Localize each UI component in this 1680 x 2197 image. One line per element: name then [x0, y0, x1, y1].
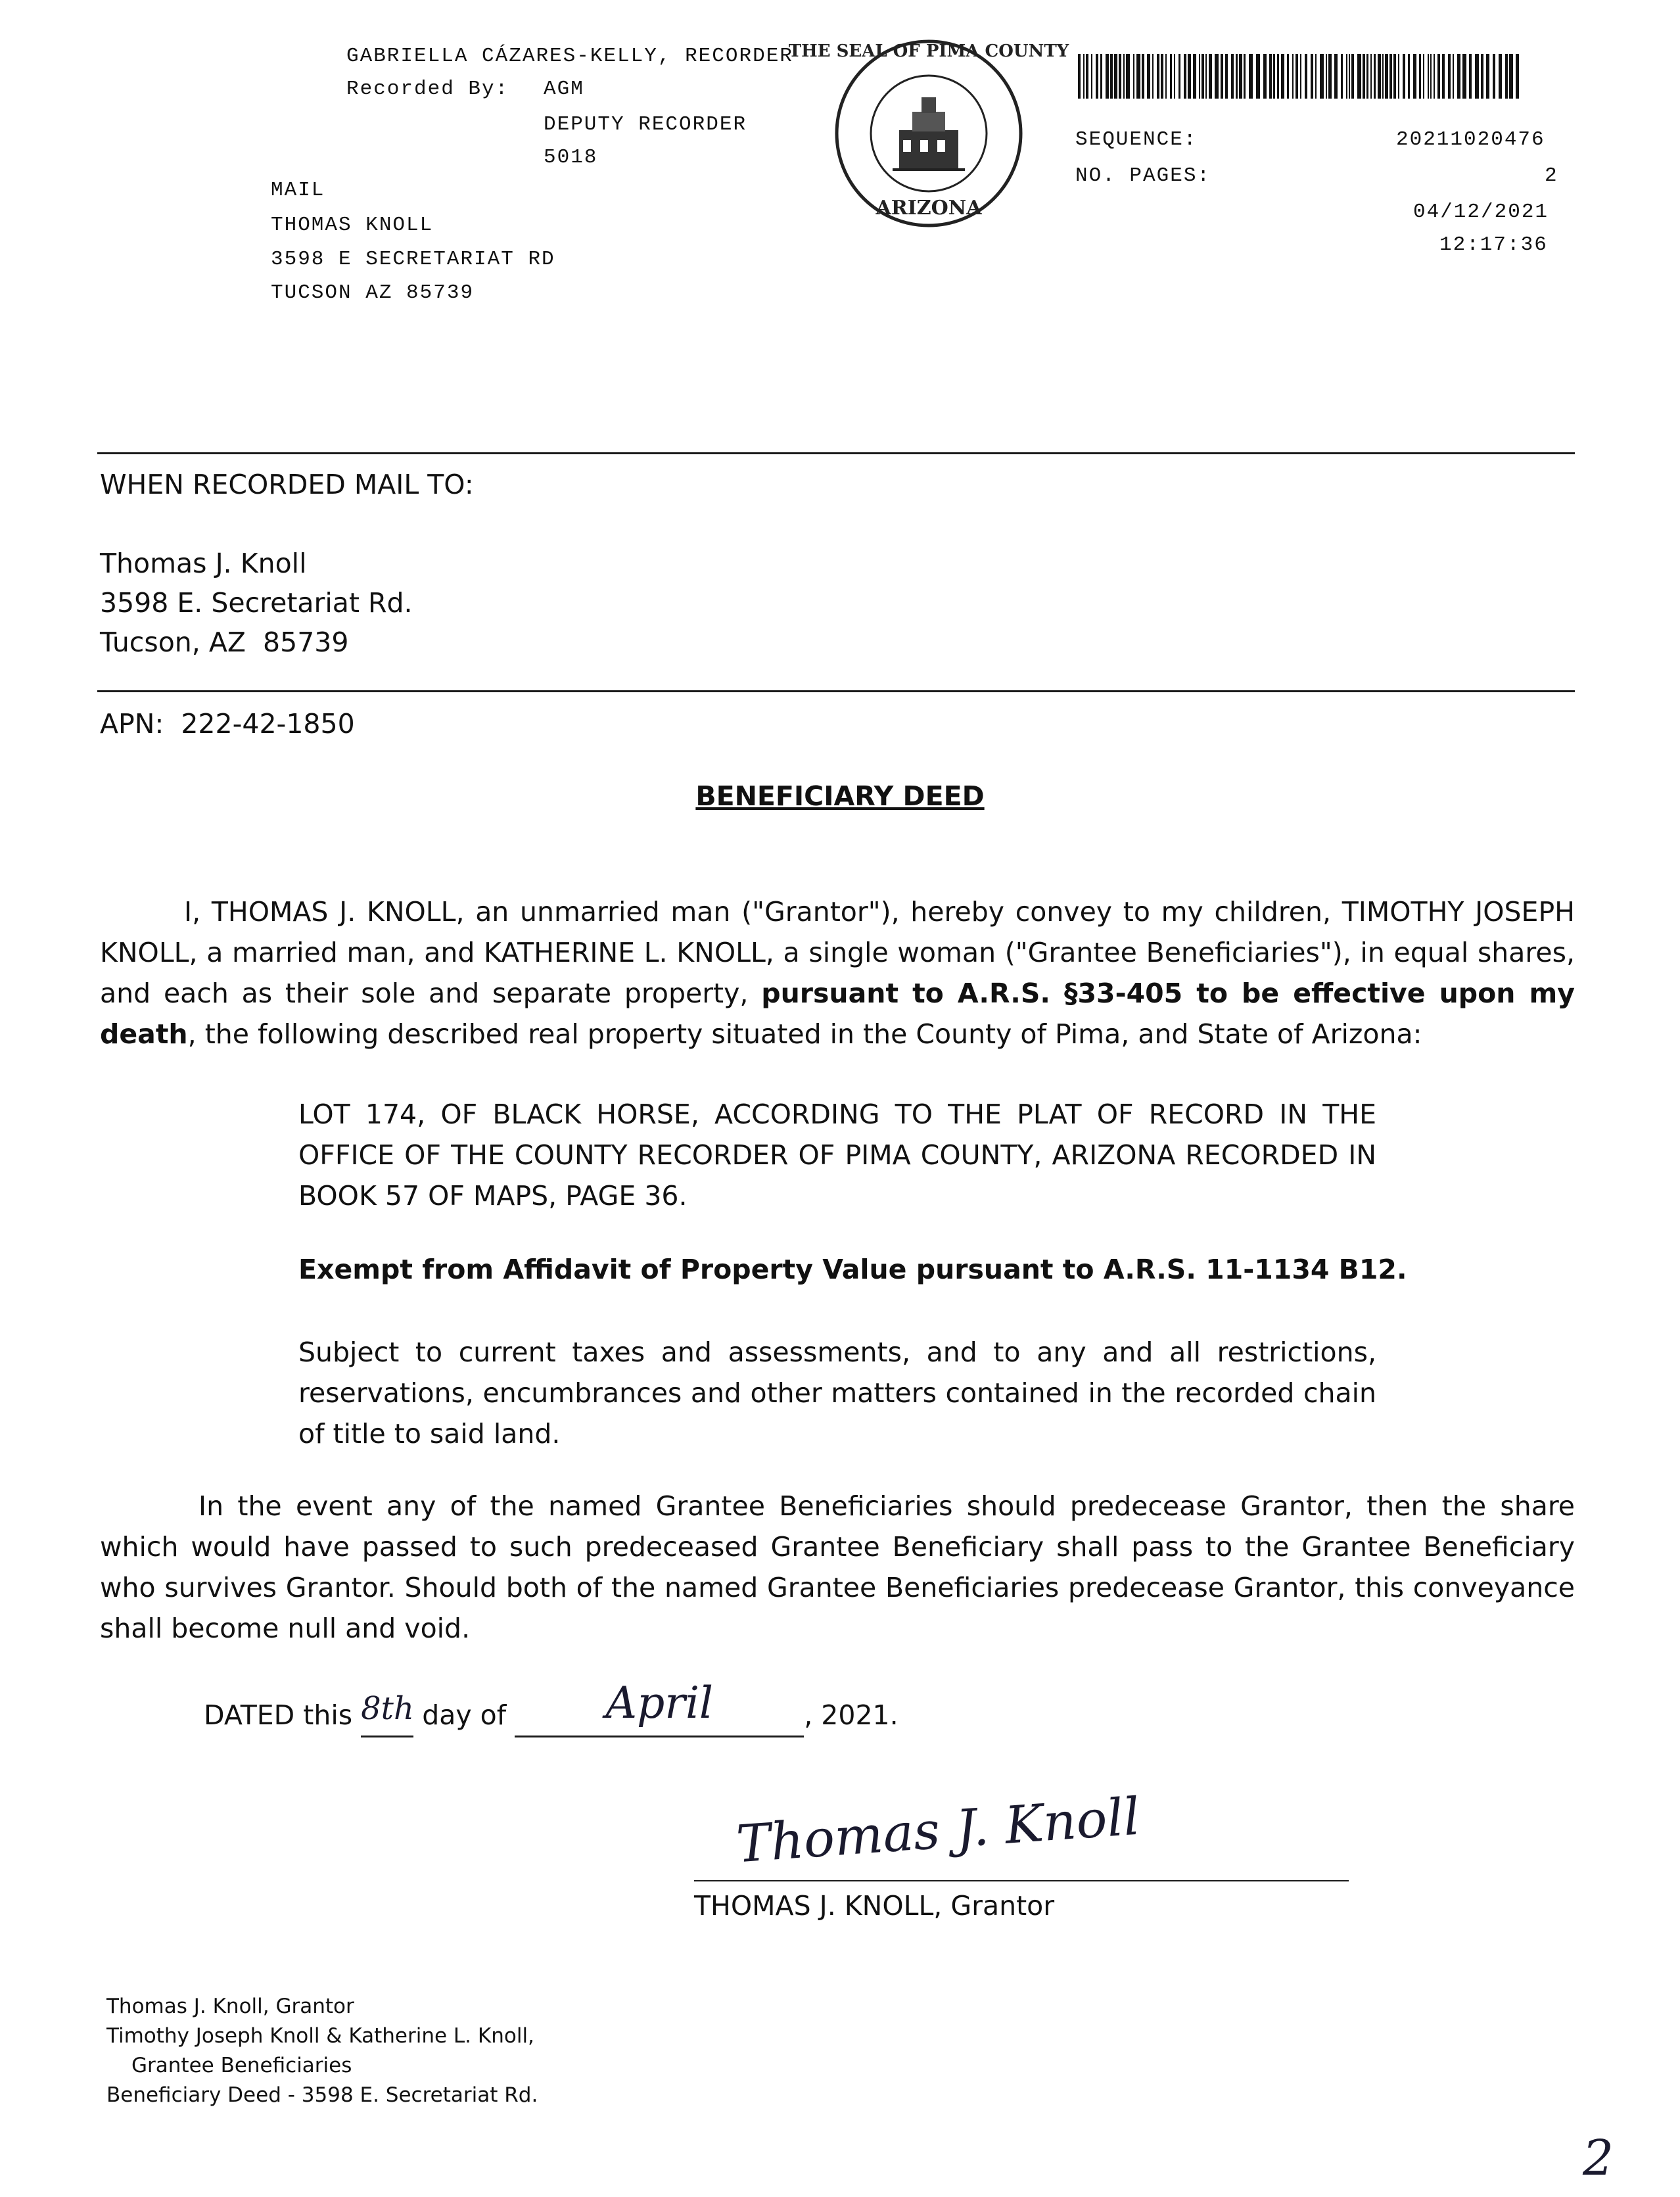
- barcode-bar: [1165, 54, 1167, 99]
- barcode-bar: [1428, 54, 1429, 99]
- page-mark: 2: [1583, 2130, 1614, 2186]
- mail-city: TUCSON AZ 85739: [271, 281, 475, 304]
- apn: APN: 222-42-1850: [100, 708, 355, 740]
- recorded-by-label: Recorded By:: [346, 78, 509, 101]
- barcode-bar: [1351, 54, 1354, 99]
- barcode-bar: [1305, 54, 1307, 99]
- conveyance-paragraph: [100, 891, 1575, 1054]
- barcode-bar: [1295, 54, 1298, 99]
- barcode-bar: [1199, 54, 1200, 99]
- barcode-bar: [1413, 54, 1416, 99]
- legal-description: LOT 174, OF BLACK HORSE, ACCORDING TO THE PLAT OF RECORD IN THE OFFICE OF THE COUNTY RECORDER OF PIMA COUNTY, ARIZONA RECORDED IN BOOK 57 OF MAPS, PAGE 36.: [298, 1098, 1376, 1212]
- mail-name: THOMAS KNOLL: [271, 214, 434, 237]
- barcode-bar: [1215, 54, 1219, 99]
- barcode-bar: [1225, 54, 1228, 99]
- barcode-bar: [1486, 54, 1489, 99]
- footer-line-4: Beneficiary Deed - 3598 E. Secretariat Rd.: [106, 2083, 538, 2107]
- barcode-bar: [1326, 54, 1327, 99]
- dated-line: [204, 1678, 898, 1737]
- predecease-paragraph: In the event any of the named Grantee Beneficiaries should predecease Grantor, then the share which would have passed to such predeceased Grantee Beneficiary shall pass to the Grantee Beneficiary who survives Grantor. Should both of the named Grantee Beneficiaries predecease Grantor, this conveyance shall become null and void.: [100, 1490, 1575, 1644]
- barcode-bar: [1249, 54, 1253, 99]
- barcode-bar: [1136, 54, 1140, 99]
- barcode-bar: [1341, 54, 1343, 99]
- barcode-bar: [1123, 54, 1125, 99]
- barcode-bar: [1161, 54, 1163, 99]
- sequence-label: SEQUENCE:: [1075, 128, 1198, 151]
- barcode-bar: [1509, 54, 1513, 99]
- barcode-bar: [1263, 54, 1267, 99]
- recorder-name: GABRIELLA CÁZARES-KELLY, RECORDER: [346, 45, 793, 68]
- barcode-bar: [1152, 54, 1154, 99]
- mail-label: MAIL: [271, 179, 325, 202]
- barcode-bar: [1499, 54, 1502, 99]
- barcode-bar: [1119, 54, 1121, 99]
- barcode-bar: [1423, 54, 1424, 99]
- pima-county-seal: [788, 32, 1069, 235]
- conveyance-text-bold: pursuant to A.R.S. §33-405 to be effective upon my death: [100, 978, 1575, 1050]
- recorded-date: 04/12/2021: [1413, 201, 1549, 224]
- barcode-bar: [1086, 54, 1088, 99]
- dated-year: , 2021.: [804, 1699, 898, 1731]
- barcode-bar: [1174, 54, 1175, 99]
- barcode-bar: [1378, 54, 1381, 99]
- deputy-title: DEPUTY RECORDER: [544, 113, 747, 136]
- barcode-bar: [1292, 54, 1294, 99]
- barcode-bar: [1315, 54, 1317, 99]
- barcode-bar: [1100, 54, 1102, 99]
- barcode-bar: [1505, 54, 1508, 99]
- barcode-bar: [1434, 54, 1435, 99]
- footer-line-3: Grantee Beneficiaries: [131, 2054, 352, 2077]
- barcode-bar: [1091, 54, 1092, 99]
- subject-to-clause: Subject to current taxes and assessments, and to any and all restrictions, reservations, encumbrances and other matters contained in the recorded chain of title to said land.: [298, 1336, 1376, 1450]
- barcode-bar: [1385, 54, 1388, 99]
- mail-to-heading: WHEN RECORDED MAIL TO:: [100, 469, 474, 500]
- barcode-bar: [1349, 54, 1350, 99]
- barcode-bar: [1126, 54, 1130, 99]
- pages-count: 2: [1545, 164, 1558, 187]
- dated-middle: day of: [422, 1699, 507, 1731]
- barcode-bar: [1357, 54, 1361, 99]
- barcode-bar: [1202, 54, 1204, 99]
- exempt-statement: Exempt from Affidavit of Property Value pursuant to A.R.S. 11-1134 B12.: [298, 1254, 1407, 1285]
- barcode-bar: [1188, 54, 1191, 99]
- barcode-bar: [1475, 54, 1479, 99]
- barcode-bar: [1398, 54, 1399, 99]
- barcode-bar: [1096, 54, 1098, 99]
- mail-street: 3598 E SECRETARIAT RD: [271, 248, 555, 271]
- barcode-bar: [1457, 54, 1460, 99]
- barcode-bar: [1133, 54, 1134, 99]
- barcode-bar: [1157, 54, 1159, 99]
- barcode-bar: [1239, 54, 1242, 99]
- barcode-bar: [1178, 54, 1180, 99]
- signature-line: [694, 1880, 1349, 1881]
- day-handwritten: 8th: [361, 1690, 414, 1727]
- barcode-bar: [1114, 54, 1117, 99]
- barcode-bar: [1408, 54, 1410, 99]
- barcode-bar: [1430, 54, 1432, 99]
- barcode-bar: [1516, 54, 1519, 99]
- barcode-bar: [1209, 54, 1212, 99]
- barcode-bar: [1236, 54, 1238, 99]
- barcode-bar: [1366, 54, 1368, 99]
- barcode: [1078, 54, 1520, 99]
- barcode-bar: [1393, 54, 1396, 99]
- barcode-bar: [1374, 54, 1376, 99]
- barcode-bar: [1277, 54, 1279, 99]
- barcode-bar: [1389, 54, 1392, 99]
- middle-divider: [97, 690, 1575, 692]
- barcode-bar: [1493, 54, 1495, 99]
- barcode-bar: [1269, 54, 1272, 99]
- return-street: 3598 E. Secretariat Rd.: [100, 587, 413, 619]
- barcode-bar: [1437, 54, 1440, 99]
- barcode-bar: [1256, 54, 1260, 99]
- barcode-bar: [1106, 54, 1109, 99]
- barcode-bar: [1448, 54, 1451, 99]
- barcode-bar: [1170, 54, 1172, 99]
- barcode-bar: [1281, 54, 1284, 99]
- barcode-bar: [1403, 54, 1405, 99]
- sequence-number: 20211020476: [1396, 128, 1545, 151]
- seal-text-bottom: ARIZONA: [875, 197, 982, 220]
- month-blank: [515, 1678, 804, 1737]
- barcode-bar: [1205, 54, 1207, 99]
- return-name: Thomas J. Knoll: [100, 548, 307, 579]
- barcode-bar: [1221, 54, 1223, 99]
- barcode-bar: [1142, 54, 1144, 99]
- barcode-bar: [1370, 54, 1372, 99]
- barcode-bar: [1320, 54, 1324, 99]
- barcode-bar: [1083, 54, 1085, 99]
- footer-line-1: Thomas J. Knoll, Grantor: [106, 1995, 354, 2018]
- barcode-bar: [1419, 54, 1421, 99]
- footer-line-2: Timothy Joseph Knoll & Katherine L. Knoll,: [106, 2024, 534, 2048]
- barcode-bar: [1231, 54, 1234, 99]
- grantor-signature: Thomas J. Knoll: [734, 1787, 1142, 1875]
- barcode-bar: [1328, 54, 1332, 99]
- barcode-bar: [1453, 54, 1454, 99]
- recorded-time: 12:17:36: [1439, 233, 1548, 256]
- seal-text-top: THE SEAL OF PIMA COUNTY: [788, 41, 1069, 61]
- barcode-bar: [1193, 54, 1196, 99]
- barcode-bar: [1311, 54, 1313, 99]
- top-divider: [97, 452, 1575, 454]
- deputy-number: 5018: [544, 146, 598, 169]
- month-handwritten: April: [605, 1678, 714, 1728]
- barcode-bar: [1273, 54, 1275, 99]
- pages-label: NO. PAGES:: [1075, 164, 1211, 187]
- return-city: Tucson, AZ 85739: [100, 626, 349, 658]
- barcode-bar: [1363, 54, 1365, 99]
- recorded-by-value: AGM: [544, 78, 584, 101]
- barcode-bar: [1287, 54, 1289, 99]
- barcode-bar: [1442, 54, 1445, 99]
- day-blank: [361, 1690, 414, 1737]
- barcode-bar: [1382, 54, 1384, 99]
- barcode-bar: [1147, 54, 1150, 99]
- barcode-bar: [1300, 54, 1301, 99]
- barcode-bar: [1244, 54, 1246, 99]
- dated-prefix: DATED this: [204, 1699, 353, 1731]
- grantor-printed-name: THOMAS J. KNOLL, Grantor: [694, 1890, 1055, 1922]
- conveyance-text-end: , the following described real property situated in the County of Pima, and State of Arizona:: [187, 1018, 1422, 1050]
- barcode-bar: [1462, 54, 1466, 99]
- barcode-bar: [1469, 54, 1472, 99]
- barcode-bar: [1110, 54, 1113, 99]
- document-title: BENEFICIARY DEED: [695, 780, 985, 812]
- barcode-bar: [1334, 54, 1338, 99]
- conveyance-text-start: I, THOMAS J. KNOLL, an unmarried man ("Grantor"), hereby convey to my children, TIMOTHY JOSEPH KNOLL, a married man, and KATHERINE L. KNOLL, a single woman ("Grantee Beneficiaries"), in equal shares, and each as their sole and separate property,: [100, 896, 1575, 1009]
- barcode-bar: [1346, 54, 1347, 99]
- barcode-bar: [1481, 54, 1483, 99]
- barcode-bar: [1078, 54, 1081, 99]
- barcode-bar: [1184, 54, 1186, 99]
